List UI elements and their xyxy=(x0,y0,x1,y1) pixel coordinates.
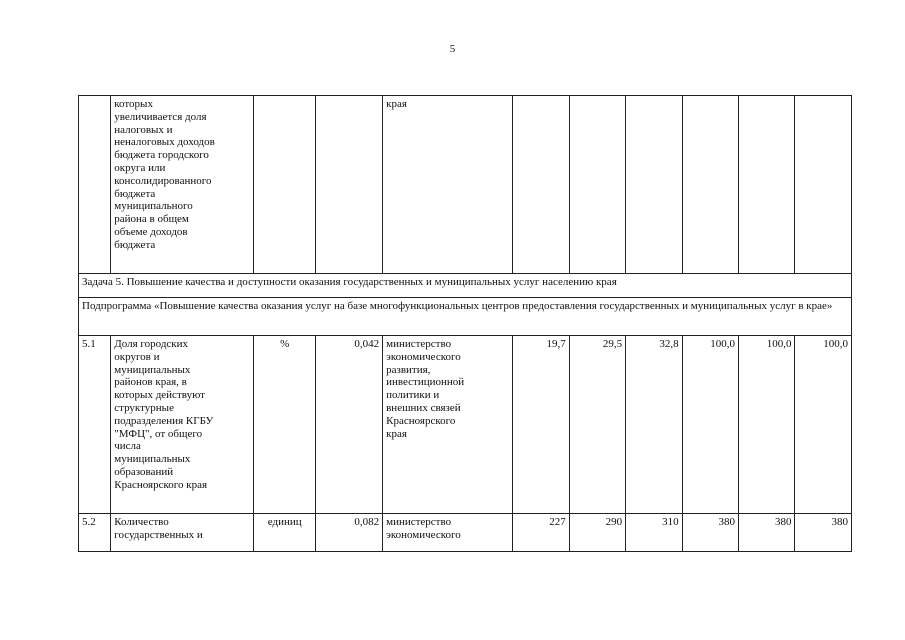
cell-value: 227 xyxy=(513,514,569,552)
table-row xyxy=(79,274,852,298)
cell-value: 19,7 xyxy=(513,336,569,514)
cell-value: 100,0 xyxy=(682,336,738,514)
table-row xyxy=(79,298,852,336)
cell-value: 380 xyxy=(682,514,738,552)
cell-value: 100,0 xyxy=(739,336,795,514)
cell-value xyxy=(739,96,795,274)
cell-weight: 0,042 xyxy=(316,336,383,514)
subprogram-heading: Подпрограмма «Повышение качества оказания услуг на базе многофункциональных центров предоставления государственных и муниципальных услуг в крае» xyxy=(79,298,852,336)
cell-value xyxy=(795,96,852,274)
cell-value xyxy=(682,96,738,274)
task-heading: Задача 5. Повышение качества и доступности оказания государственных и муниципальных услуг населению края xyxy=(79,274,852,298)
table-row xyxy=(79,336,852,514)
cell-value: 310 xyxy=(626,514,682,552)
cell-value: 380 xyxy=(795,514,852,552)
cell-value xyxy=(626,96,682,274)
cell-num xyxy=(79,96,111,274)
cell-value xyxy=(513,96,569,274)
cell-unit: % xyxy=(254,336,316,514)
cell-value: 29,5 xyxy=(569,336,625,514)
table-row xyxy=(79,514,852,552)
cell-name: которых увеличивается доля налоговых и неналоговых доходов бюджета городского округа или консолидированного бюджета муниципального района в общем объеме доходов бюджета xyxy=(111,96,254,274)
cell-name: Доля городских округов и муниципальных районов края, в которых действуют структурные подразделения КГБУ "МФЦ", от общего числа муниципальных образований Красноярского края xyxy=(111,336,254,514)
cell-name: Количество государственных и xyxy=(111,514,254,552)
cell-value: 380 xyxy=(739,514,795,552)
indicators-table xyxy=(78,95,852,552)
cell-value xyxy=(569,96,625,274)
cell-unit: единиц xyxy=(254,514,316,552)
cell-value: 290 xyxy=(569,514,625,552)
cell-value: 32,8 xyxy=(626,336,682,514)
cell-source: министерство экономического xyxy=(383,514,513,552)
cell-unit xyxy=(254,96,316,274)
cell-weight: 0,082 xyxy=(316,514,383,552)
cell-weight xyxy=(316,96,383,274)
cell-num: 5.2 xyxy=(79,514,111,552)
cell-value: 100,0 xyxy=(795,336,852,514)
cell-source: края xyxy=(383,96,513,274)
cell-source: министерство экономического развития, инвестиционной политики и внешних связей Красноярского края xyxy=(383,336,513,514)
page-number: 5 xyxy=(449,43,456,55)
cell-num: 5.1 xyxy=(79,336,111,514)
table-row xyxy=(79,96,852,274)
